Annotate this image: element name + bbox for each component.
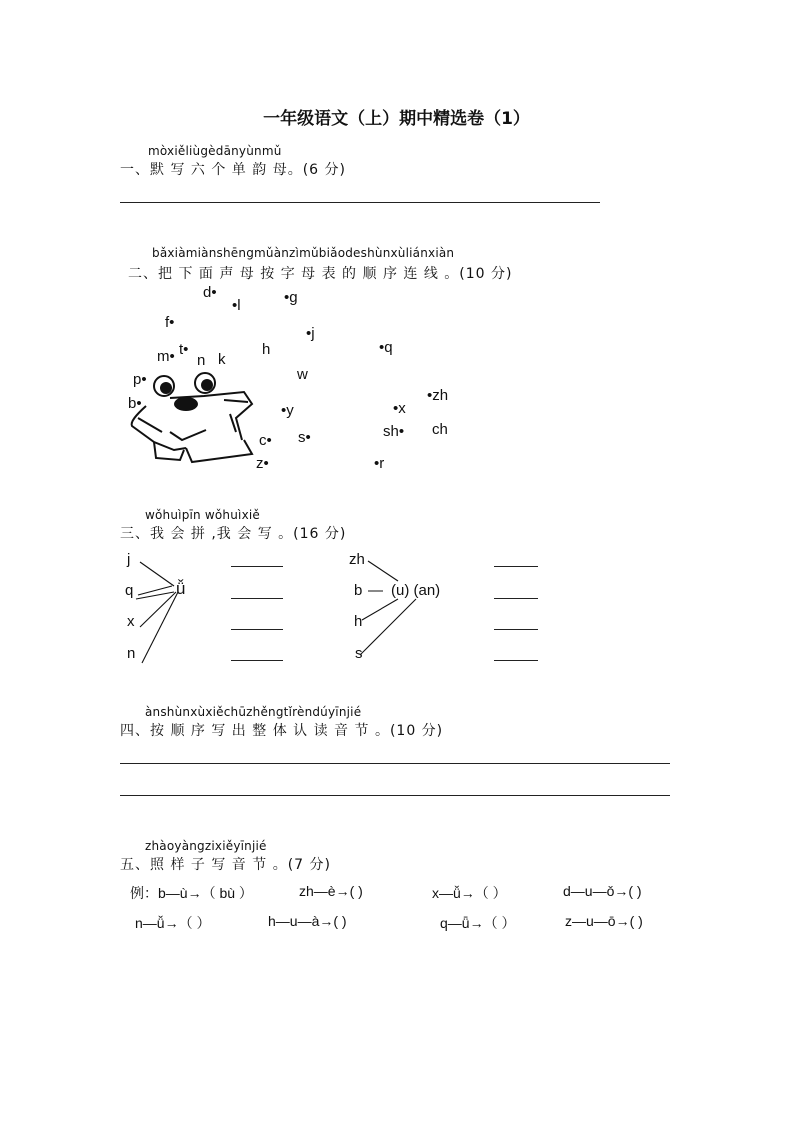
q3-initial-zh: zh xyxy=(349,551,365,568)
page-title: 一年级语文（上）期中精选卷（1） xyxy=(263,109,530,129)
q3-finals-u-an: (u) (an) xyxy=(391,582,441,599)
letter-ch: ch xyxy=(432,421,448,438)
letter-l: •l xyxy=(232,297,241,314)
q5-item-zh-e[interactable]: zh—è→( ) xyxy=(299,883,363,899)
q4-pinyin: ànshùnxùxiěchūzhěngtǐrèndúyīnjié xyxy=(145,705,362,719)
letter-r: •r xyxy=(374,455,385,472)
q3-blank-8[interactable] xyxy=(494,660,538,661)
q3-initial-x: x xyxy=(127,613,135,630)
q5-pinyin: zhàoyàngzixiěyīnjié xyxy=(145,839,267,853)
letter-c: c• xyxy=(259,432,272,449)
q3-blank-1[interactable] xyxy=(231,566,283,567)
q3-left-connectors xyxy=(130,555,190,665)
q3-text: 三、我 会 拼 ,我 会 写 。(16 分) xyxy=(120,526,347,542)
q5-item-q-u[interactable]: q—ǖ→（ ） xyxy=(440,915,516,931)
letter-g: •g xyxy=(284,289,298,306)
q1-pinyin: mòxiěliùgèdānyùnmǔ xyxy=(148,144,282,158)
q4-answer-line-2[interactable] xyxy=(120,795,670,796)
letter-t: t• xyxy=(179,341,189,358)
letter-w: w xyxy=(297,366,308,383)
letter-f: f• xyxy=(165,314,175,331)
q5-item-x-u[interactable]: x—ǚ→（ ） xyxy=(432,885,507,901)
q3-blank-4[interactable] xyxy=(231,660,283,661)
q3-blank-6[interactable] xyxy=(494,598,538,599)
q3-initial-b: b xyxy=(354,582,363,599)
q3-blank-3[interactable] xyxy=(231,629,283,630)
q4-answer-line-1[interactable] xyxy=(120,763,670,764)
q5-item-z-u-o[interactable]: z—u—ō→( ) xyxy=(565,913,643,929)
letter-j: •j xyxy=(306,325,315,342)
q3-initial-s: s xyxy=(355,645,363,662)
q3-blank-5[interactable] xyxy=(494,566,538,567)
q4-text: 四、按 顺 序 写 出 整 体 认 读 音 节 。(10 分) xyxy=(120,723,444,739)
q3-link: — xyxy=(368,582,383,599)
letter-k: k xyxy=(218,351,226,368)
q3-initial-h: h xyxy=(354,613,363,630)
letter-z: z• xyxy=(256,455,269,472)
q3-initial-q: q xyxy=(125,582,134,599)
q5-item-h-u-a[interactable]: h—u—à→( ) xyxy=(268,913,347,929)
letter-h: h xyxy=(262,341,271,358)
q3-pinyin: wǒhuìpīn wǒhuìxiě xyxy=(145,508,260,522)
q3-right-connectors xyxy=(360,555,420,665)
q2-pinyin: bǎxiàmiànshēngmǔànzìmǔbiǎodeshùnxùliánxiàn xyxy=(152,246,455,260)
q5-item-n-u[interactable]: n—ǚ→（ ） xyxy=(135,915,211,931)
q3-initial-n: n xyxy=(127,645,136,662)
q2-text: 二、把 下 面 声 母 按 字 母 表 的 顺 序 连 线 。(10 分) xyxy=(128,266,513,282)
letter-y: •y xyxy=(281,402,294,419)
q3-blank-7[interactable] xyxy=(494,629,538,630)
q5-item-d-u-o[interactable]: d—u—ǒ→( ) xyxy=(563,883,642,899)
q3-final-u-umlaut: ǚ xyxy=(176,579,186,598)
q3-blank-2[interactable] xyxy=(231,598,283,599)
q1-answer-line[interactable] xyxy=(120,202,600,203)
letter-p: p• xyxy=(133,371,147,388)
letter-zh: •zh xyxy=(427,387,449,404)
letter-n: n xyxy=(197,352,206,369)
q3-initial-j: j xyxy=(127,551,131,568)
letter-d: d• xyxy=(203,284,217,301)
letter-b: b• xyxy=(128,395,142,412)
frog-illustration xyxy=(124,370,284,470)
letter-q: •q xyxy=(379,339,393,356)
letter-s: s• xyxy=(298,429,311,446)
letter-sh: sh• xyxy=(383,423,405,440)
letter-x: •x xyxy=(393,400,406,417)
letter-m: m• xyxy=(157,348,175,365)
q1-text: 一、默 写 六 个 单 韵 母。(6 分) xyxy=(120,162,346,178)
q5-example: 例：b—ù→（ bù ） xyxy=(130,885,253,901)
q5-text: 五、照 样 子 写 音 节 。(7 分) xyxy=(120,857,331,873)
